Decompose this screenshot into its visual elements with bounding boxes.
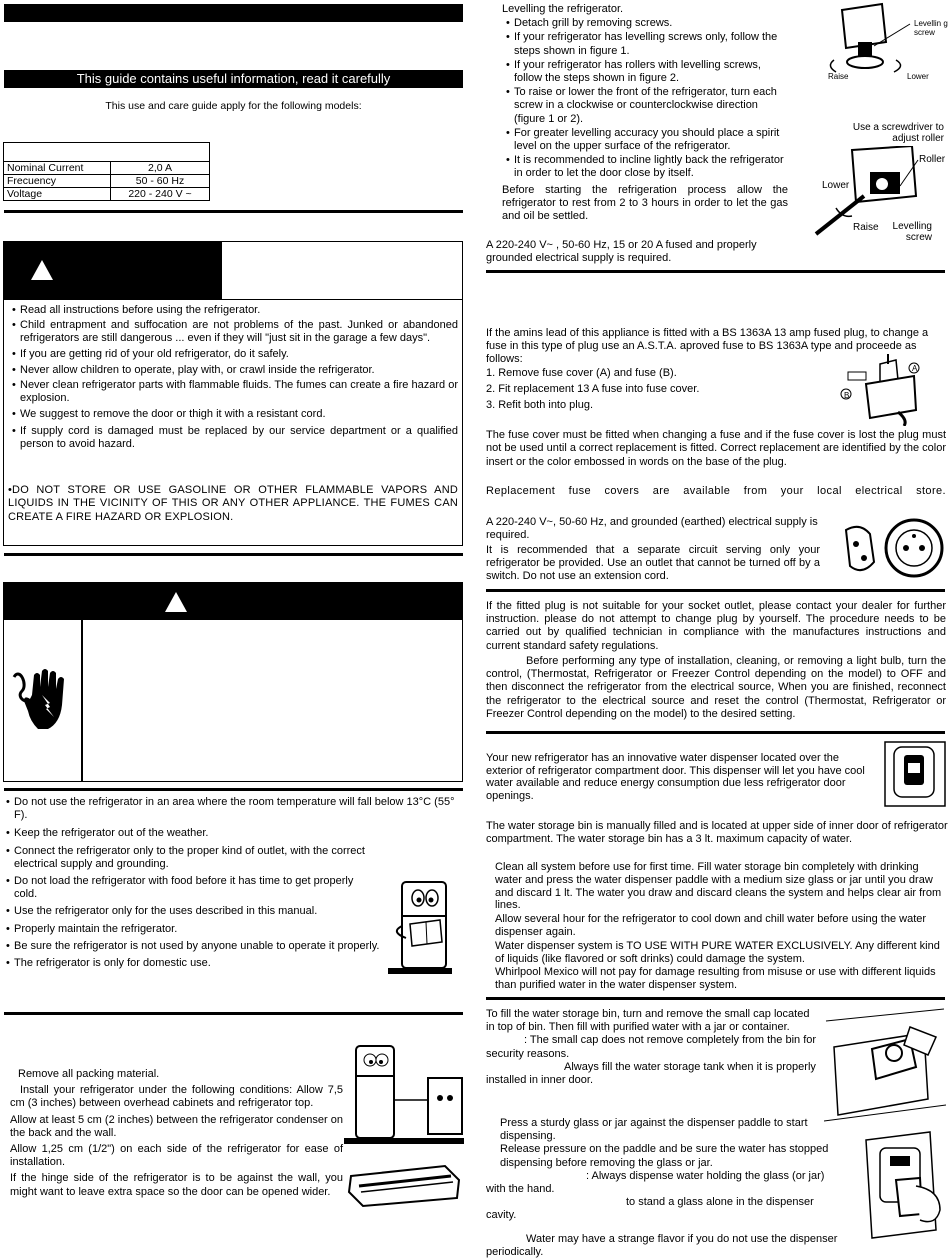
grill-part-illustration — [345, 1158, 463, 1208]
fig2-roller-label: Roller — [919, 154, 946, 165]
fuse-intro-text: If the amins lead of this appliance is fitted with a BS 1363A 13 amp fused plug, to change a fuse in this type of plug use an A.S.T.A. aproved fuse to BS 1363A type and proceede as follows: — [486, 327, 929, 366]
install-line: Allow 1,25 cm (1/2") on each side of the refrigerator for ease of installation. — [10, 1143, 343, 1169]
section-divider — [4, 553, 463, 556]
always-fill-note: Always fill the water storage tank when it is properly installed in inner door. — [486, 1060, 816, 1087]
section-divider — [4, 210, 463, 213]
levelling-item: • Detach grill by removing screws. — [502, 17, 788, 30]
small-cap-note: : The small cap does not remove completely from the bin for security reasons. — [486, 1034, 817, 1060]
usage-item: • The refrigerator is only for domestic use. — [2, 957, 464, 970]
usage-item: • Do not load the refrigerator with food before it has time to get properly cold. — [2, 875, 366, 901]
spec-row — [4, 188, 210, 201]
earthed-supply: A 220-240 V~, 50-60 Hz, and grounded (earthed) electrical supply is required. — [486, 516, 818, 542]
rest-note: Before starting the refrigeration process allow the refrigerator to rest from 2 to 3 hours in order to let the gas and oil be settled. — [502, 183, 788, 223]
before-service: Before performing any type of installation, cleaning, or removing a light bulb, turn the control, (Thermostat, Refrigerator or Freezer Control depending on the model) to OFF and then disconnect the refrigerator from the electrical source, When you are finished, reconnect the refrigerator to the electrical source and reset the control (Thermostat, Refrigerator or Freezer Control depending on the model) to the desired setting. — [486, 655, 946, 720]
install-line: Remove all packing material. — [18, 1068, 160, 1080]
dispenser-intro: Your new refrigerator has an innovative water dispenser located over the exterior of refrigerator compartment door. This dispenser will let you have cool water available and reduce energy consumption due less refrigerator door openings. — [486, 752, 865, 802]
guide-banner-text: This guide contains useful information, read it carefully — [76, 71, 391, 86]
fill-bin-instructions — [486, 1008, 818, 1087]
safety-item: • Read all instructions before using the refrigerator. — [8, 304, 458, 317]
install-section — [10, 1068, 343, 1199]
shock-warning-box — [3, 582, 463, 782]
install-line: Install your refrigerator under the following conditions: Allow 7,5 cm (3 inches) between overhead cabinets and refrigerator top. — [10, 1084, 343, 1110]
models-intro: This use and care guide apply for the following models: — [105, 100, 362, 112]
usage-item: • Connect the refrigerator only to the proper kind of outlet, with the correct electrical supply and grounding. — [2, 845, 366, 871]
flammable-warning: •DO NOT STORE OR USE GASOLINE OR OTHER FLAMMABLE VAPORS AND LIQUIDS IN THE VICINITY OF THIS OR ANY OTHER APPLIANCE. THE FUMES CAN CREATE A FIRE HAZARD OR EXPLOSION. — [8, 484, 458, 523]
header-rule — [4, 299, 462, 300]
levelling-item: • For greater levelling accuracy you should place a spirit level on the upper surface of the refrigerator. — [502, 127, 788, 153]
flavor-note: Water may have a strange flavor if you do not use the dispenser periodically. — [486, 1232, 838, 1258]
section-divider — [4, 1012, 463, 1015]
section-divider — [486, 589, 945, 592]
install-line: Allow at least 5 cm (2 inches) between the refrigerator condenser on the back and the wall. — [10, 1113, 343, 1139]
fig1-screw-label: Levellin g screw — [914, 19, 948, 37]
plug-label-b: B — [844, 391, 850, 400]
shock-header — [4, 583, 462, 620]
section-divider — [486, 731, 945, 734]
safety-box — [3, 241, 463, 546]
fuse-cover-availability: Replacement fuse covers are available from your local electrical store. — [486, 485, 946, 497]
fig1-raise-label: Raise — [828, 72, 849, 81]
spec-row — [4, 175, 210, 188]
spec-row — [4, 162, 210, 175]
specs-table — [3, 142, 210, 201]
fuse-steps — [486, 367, 826, 413]
cartoon-fridge-measuring-illustration — [344, 1040, 464, 1150]
levelling-title: Levelling the refrigerator. — [502, 3, 624, 15]
warning-triangle-icon — [165, 592, 187, 612]
stand-alone-note: to stand a glass alone in the dispenser cavity. — [486, 1196, 814, 1222]
spec-value: 2,0 A — [111, 162, 210, 175]
press-glass-step: Press a sturdy glass or jar against the dispenser paddle to start dispensing. — [500, 1117, 808, 1143]
spec-label: Frecuency — [4, 175, 111, 188]
fig2-screw-label: Levelling screw — [892, 221, 932, 243]
glass-at-dispenser-illustration — [860, 1130, 946, 1240]
cartoon-fridge-reading-illustration — [380, 876, 454, 976]
plug-not-suitable: If the fitted plug is not suitable for your socket outlet, please contact your dealer for further instruction. please do not attempt to change plug by yourself. The procedure needs to be carried out by qualified technician in compliance with the manufactures instructions and current standard safety regulations. — [486, 600, 946, 652]
warning-header — [4, 242, 222, 299]
spec-value: 220 - 240 V ~ — [111, 188, 210, 201]
fig1-lower-label: Lower — [907, 72, 929, 81]
safety-item: • Never clean refrigerator parts with flammable fluids. The fumes can create a fire hazard or explosion. — [8, 379, 458, 405]
usage-item: • Be sure the refrigerator is not used by anyone unable to operate it properly. — [2, 940, 464, 953]
dispensing-instructions — [486, 1117, 842, 1259]
safety-item: • Child entrapment and suffocation are not problems of the past. Junked or abandoned refrigerators are still dangerous ... even if they will "just sit in the garage a few days". — [8, 319, 458, 345]
usage-item: • Keep the refrigerator out of the weather. — [2, 827, 464, 840]
levelling-screw-figure-1 — [822, 2, 912, 78]
safety-list — [8, 304, 458, 451]
safety-item: • We suggest to remove the door or thigh it with a resistant cord. — [8, 408, 458, 421]
spec-value: 50 - 60 Hz — [111, 175, 210, 188]
section-divider — [486, 997, 945, 1000]
spec-label: Voltage — [4, 188, 111, 201]
first-use-instructions — [486, 861, 946, 992]
levelling-item: • To raise or lower the front of the refrigerator, turn each screw in a clockwise or counterclockwise direction (figure 1 or 2). — [502, 86, 788, 126]
first-use-line: Water dispenser system is TO USE WITH PURE WATER EXCLUSIVELY. Any different kind of liquids (like flavored or soft drinks) could damage the system. — [495, 939, 940, 965]
plug-label-a: A — [912, 364, 918, 373]
supply-requirement: A 220-240 V~ , 50-60 Hz, 15 or 20 A fused and properly grounded electrical supply is required. — [486, 239, 757, 265]
safety-item: • Never allow children to operate, play with, or crawl inside the refrigerator. — [8, 364, 458, 377]
top-black-bar — [4, 4, 463, 22]
shock-divider — [81, 620, 83, 781]
fuse-step: 3. Refit both into plug. — [486, 399, 594, 412]
usage-item: • Use the refrigerator only for the uses described in this manual. — [2, 905, 464, 918]
first-use-line: Allow several hour for the refrigerator to cool down and chill water before using the water dispenser again. — [495, 913, 927, 938]
fused-plug-illustration — [836, 350, 936, 426]
section-divider — [486, 270, 945, 273]
electric-shock-hand-icon — [10, 665, 74, 735]
storage-bin-info: The water storage bin is manually filled and is located at upper side of inner door of refrigerator compartment. The water storage bin has a 3 lt. maximum capacity of water. — [486, 820, 948, 846]
spec-row-blank — [4, 143, 210, 162]
fig2-lower-label: Lower — [822, 180, 850, 191]
fuse-step: 1. Remove fuse cover (A) and fuse (B). — [486, 367, 677, 379]
levelling-item: • It is recommended to incline lightly back the refrigerator in order to let the door close by itself. — [502, 154, 788, 180]
water-dispenser-door-illustration — [884, 741, 946, 807]
fuse-cover-note: The fuse cover must be fitted when changing a fuse and if the fuse cover is lost the plug must not be used until a correct replacement is fitted. Correct replacement are identified by the color insert or the color embossed in words on the base of the plug. — [486, 429, 946, 468]
fuse-step: 2. Fit replacement 13 A fuse into fuse cover. — [486, 383, 700, 396]
first-use-line: Whirlpool Mexico will not pay for damage resulting from misuse or use with different liquids than purified water in the water dispenser system. — [495, 966, 936, 992]
separate-circuit: It is recommended that a separate circuit serving only your refrigerator be provided. Use an outlet that cannot be turned off by a switch. Do not use an extension cord. — [486, 544, 820, 583]
fill-bin-text: To fill the water storage bin, turn and remove the small cap located in top of bin. Then fill with purified water with a jar or container. — [486, 1008, 810, 1034]
usage-item: • Properly maintain the refrigerator. — [2, 923, 464, 936]
always-dispense-note: : Always dispense water holding the glass (or jar) with the hand. — [486, 1169, 825, 1196]
levelling-item: • If your refrigerator has levelling screws only, follow the steps shown in figure 1. — [502, 31, 788, 57]
levelling-item: • If your refrigerator has rollers with levelling screws, follow the steps shown in figure 2. — [502, 59, 788, 85]
guide-banner — [4, 70, 463, 88]
fig2-raise-label: Raise — [853, 222, 879, 233]
install-line: If the hinge side of the refrigerator is to be against the wall, you might want to leave extra space so the door can be opened wider. — [10, 1172, 343, 1198]
release-step: Release pressure on the paddle and be sure the water has stopped dispensing before removing the glass or jar. — [500, 1143, 829, 1169]
spec-label: Nominal Current — [4, 162, 111, 175]
grounded-plug-socket-illustration — [840, 514, 946, 580]
levelling-section — [502, 3, 788, 223]
water-bin-filling-illustration — [824, 1007, 946, 1123]
fig2-caption: Use a screwdriver to adjust roller — [852, 122, 944, 144]
safety-item: • If supply cord is damaged must be replaced by our service department or a qualified person to avoid hazard. — [8, 425, 458, 451]
first-use-line: Clean all system before use for first time. Fill water storage bin completely with drinking water and press the water dispenser paddle with a medium size glass or jar until you draw and discard 1 lt. The water you draw and discard cleans the system and helps clear air from lines. — [495, 861, 942, 912]
warning-triangle-icon — [31, 260, 53, 280]
usage-item: • Do not use the refrigerator in an area where the room temperature will fall below 13°C (55° F). — [2, 796, 464, 822]
safety-item: • If you are getting rid of your old refrigerator, do it safely. — [8, 348, 458, 361]
section-divider — [4, 788, 463, 791]
